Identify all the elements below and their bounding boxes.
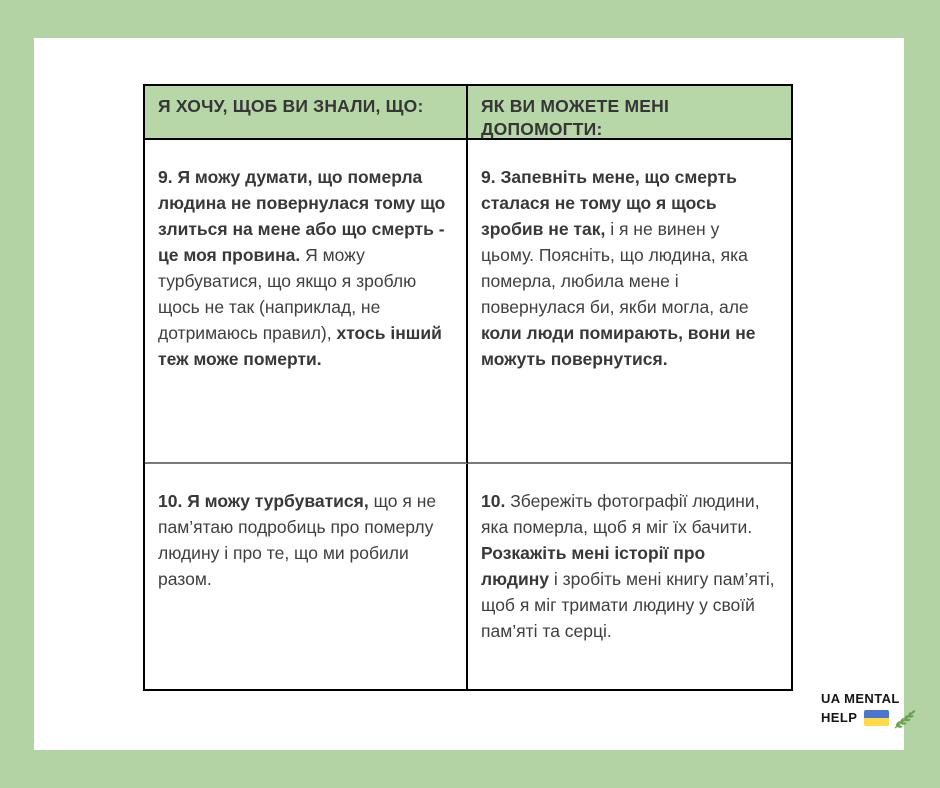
text-segment: хтось інший теж може померти. — [158, 323, 442, 369]
text-segment: коли люди помирають, вони не можуть повернутися. — [481, 323, 756, 369]
text-segment: 10. Я можу турбуватися, — [158, 491, 369, 511]
text-segment: що я не пам’ятаю подробиць про померлу людину і про те, що ми робили разом. — [158, 491, 437, 589]
text-segment: Збережіть фотографії людини, яка померла, щоб я міг їх бачити. — [481, 491, 760, 537]
olive-branch-icon — [894, 710, 916, 729]
text-segment: Я можу турбуватися, що якщо я зроблю щось не так (наприклад, не дотримаюсь правил), — [158, 245, 417, 343]
ukraine-flag-icon — [864, 710, 889, 726]
brand-text-line1: UA MENTAL — [821, 691, 900, 706]
content-card — [34, 38, 904, 750]
brand-text-line2: HELP — [821, 709, 858, 725]
text-segment: 10. — [481, 491, 506, 511]
grief-support-table — [143, 84, 793, 691]
text-segment: Розкажіть мені історії про людину — [481, 543, 706, 589]
table-cell-9-right — [468, 140, 791, 464]
table-cell-10-right — [468, 464, 791, 689]
table-cell-10-left — [145, 464, 468, 689]
brand-logo — [821, 690, 916, 727]
text-segment: і зробіть мені книгу пам’яті, щоб я міг тримати людину у своїй пам’яті та серці. — [481, 569, 775, 641]
text-segment: 9. Запевніть мене, що смерть сталася не тому що я щось зробив не так, — [481, 167, 737, 239]
text-segment: 9. Я можу думати, що померла людина не повернулася тому що злиться на мене або що смерть - це моя провина. — [158, 167, 446, 265]
table-header-how-you-can-help: ЯК ВИ МОЖЕТЕ МЕНІ ДОПОМОГТИ: — [468, 86, 791, 140]
text-segment: і я не винен у цьому. Поясніть, що людина, яка померла, любила мене і повернулася би, якби могла, але — [481, 219, 749, 317]
table-header-want-you-to-know: Я ХОЧУ, ЩОБ ВИ ЗНАЛИ, ЩО: — [145, 86, 468, 140]
table-cell-9-left — [145, 140, 468, 464]
